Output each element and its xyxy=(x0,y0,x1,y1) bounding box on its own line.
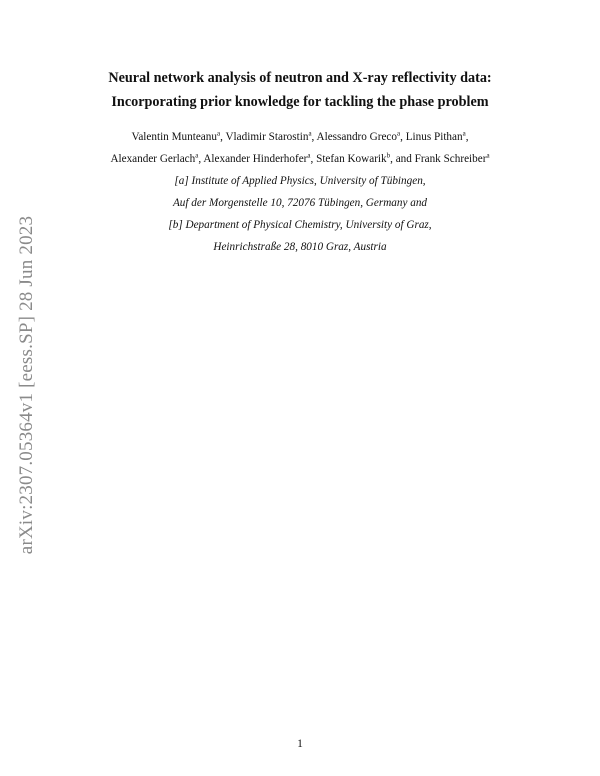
author-list xyxy=(0,126,600,170)
affiliation-line: [b] Department of Physical Chemistry, University of Graz, xyxy=(168,219,432,231)
author-separator: , xyxy=(465,131,469,143)
author-name: Vladimir Starostin xyxy=(225,131,309,143)
author-affiliation-mark: a xyxy=(462,129,466,138)
page-number: 1 xyxy=(297,738,303,750)
arxiv-identifier-stamp: arXiv:2307.05364v1 [eess.SP] 28 Jun 2023 xyxy=(16,215,37,555)
author-name: Alessandro Greco xyxy=(316,131,397,143)
author-name: Alexander Gerlach xyxy=(110,153,196,165)
affiliation-block xyxy=(0,170,600,258)
author-separator: , xyxy=(400,131,406,143)
author-affiliation-mark: a xyxy=(486,151,490,160)
author-affiliation-mark: a xyxy=(307,151,311,160)
title-line-2: Incorporating prior knowledge for tackling the phase problem xyxy=(111,94,489,110)
author-affiliation-mark: a xyxy=(195,151,199,160)
author-affiliation-mark: b xyxy=(386,151,391,160)
affiliation-line: [a] Institute of Applied Physics, University of Tübingen, xyxy=(174,175,426,187)
author-separator: , xyxy=(198,153,204,165)
author-affiliation-mark: a xyxy=(216,129,221,138)
author-name: Frank Schreiber xyxy=(414,153,487,165)
paper-title xyxy=(0,66,600,114)
author-name: Linus Pithan xyxy=(405,131,463,143)
author-name: Valentin Munteanu xyxy=(131,131,217,143)
author-separator: , and xyxy=(390,153,415,165)
author-name: Alexander Hinderhofer xyxy=(203,153,308,165)
author-line-2 xyxy=(0,148,600,170)
author-affiliation-mark: a xyxy=(397,129,401,138)
author-separator: , xyxy=(311,131,317,143)
title-line-1: Neural network analysis of neutron and X-ray reflectivity data: xyxy=(108,70,492,86)
affiliation-line: Heinrichstraße 28, 8010 Graz, Austria xyxy=(213,241,387,253)
affiliation-line: Auf der Morgenstelle 10, 72076 Tübingen, Germany and xyxy=(172,197,428,209)
author-name: Stefan Kowarik xyxy=(316,153,387,165)
author-separator: , xyxy=(310,153,317,165)
author-line-1 xyxy=(0,126,600,148)
author-separator: , xyxy=(220,131,226,143)
author-affiliation-mark: a xyxy=(308,129,312,138)
